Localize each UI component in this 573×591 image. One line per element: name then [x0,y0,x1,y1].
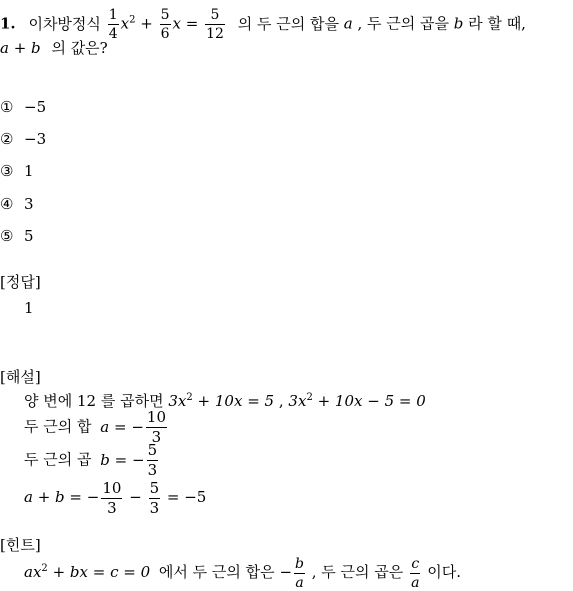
equation-lhs: a = − [100,417,144,436]
fraction-five-thirds [147,443,159,478]
choice-value: −3 [24,130,47,148]
question-text-1: 이차방정식 [28,14,101,33]
fraction-b-over-a [294,557,305,590]
fraction-numerator: 10 [102,478,122,497]
fraction-c-over-a [410,557,420,590]
choice-2[interactable] [0,129,46,149]
explanation-line-1-text: 양 변에 12 를 곱하면 [24,392,164,410]
hint-text-1: 에서 두 근의 합은 [158,563,275,581]
explanation-line-2 [24,408,169,446]
explanation-label: [해설] [0,368,41,386]
plus-sign: + [140,14,153,33]
fraction-numerator: 5 [149,478,160,497]
hint-text-3: 이다. [427,563,461,581]
hint-text-2: , 두 근의 곱은 [311,563,404,581]
equation-lhs: b = − [100,450,145,469]
choice-1[interactable] [0,97,46,117]
fraction-ten-thirds [101,478,122,517]
explanation-line-2-text: 두 근의 합 [24,417,92,436]
fraction-denominator: 3 [149,498,160,517]
explanation-line-1 [24,391,426,411]
variable-a: a [343,14,353,33]
choice-marker: ④ [0,195,14,213]
fraction-numerator: 5 [205,8,225,25]
question-line-1 [0,7,526,42]
fraction-numerator: b [295,555,304,572]
fraction-denominator: 3 [147,461,158,479]
separator: , [278,392,284,410]
exponent: 2 [306,392,313,403]
choice-marker: ① [0,98,14,116]
minus-sign: − [129,488,142,506]
equation-rhs: = −5 [166,488,207,506]
negative-sign: − [279,563,293,581]
fraction-numerator: 5 [160,7,170,23]
explanation-line-3 [24,441,160,479]
choice-value: 3 [24,195,34,213]
choice-marker: ③ [0,162,14,180]
fraction-denominator: 12 [206,26,224,42]
choice-value: −5 [24,98,47,116]
question-text-4: 라 할 때, [468,14,526,33]
fraction-numerator: 10 [146,408,166,426]
hint-line [24,555,461,589]
fraction-denominator: 3 [107,498,117,517]
choice-value: 1 [24,162,34,180]
question-line-2 [0,38,108,58]
question-text-3: , 두 근의 곱을 [357,14,449,33]
equation-term: ax [24,563,42,581]
choice-marker: ② [0,130,14,148]
answer-label: [정답] [0,273,41,291]
exponent: 2 [41,563,48,574]
variable-b: b [453,14,464,33]
question-number: 1. [0,14,16,33]
equation-rest: + 10x − 5 = 0 [317,392,426,410]
choice-5[interactable] [0,226,34,246]
fraction-numerator: 5 [147,441,158,459]
fraction-numerator: c [411,555,420,572]
choice-marker: ⑤ [0,227,14,245]
fraction-denominator: a [295,574,304,591]
fraction-denominator: a [411,574,420,591]
explanation-line-4 [24,479,206,515]
fraction-denominator: 3 [151,428,162,446]
variable-x-equals: x = [172,14,199,33]
choice-value: 5 [24,227,34,245]
fraction-five-sixths [160,8,171,41]
hint-label: [힌트] [0,536,41,554]
explanation-line-3-text: 두 근의 곱 [24,450,92,469]
exponent: 2 [186,392,193,403]
equation-lhs: a + b = − [24,488,100,506]
equation-rest: + bx = c = 0 [52,563,151,581]
equation-rest: + 10x = 5 [197,392,275,410]
variable-x: x [120,14,130,33]
equation-term: 3x [168,392,187,410]
answer-value: 1 [24,299,34,317]
fraction-ten-thirds [146,410,167,445]
expression-a-plus-b: a + b [0,39,41,57]
exponent: 2 [129,14,136,26]
fraction-numerator: 1 [108,7,118,23]
choice-4[interactable] [0,194,34,214]
question-line-2-text: 의 값은? [51,39,108,57]
question-text-2: 의 두 근의 합을 [237,14,339,33]
fraction-denominator: 4 [108,26,118,42]
fraction-five-twelfths [205,8,225,41]
fraction-quarter [108,8,119,41]
fraction-denominator: 6 [160,26,170,42]
fraction-five-thirds [149,478,161,517]
equation-term: 3x [288,392,307,410]
choice-3[interactable] [0,161,34,181]
